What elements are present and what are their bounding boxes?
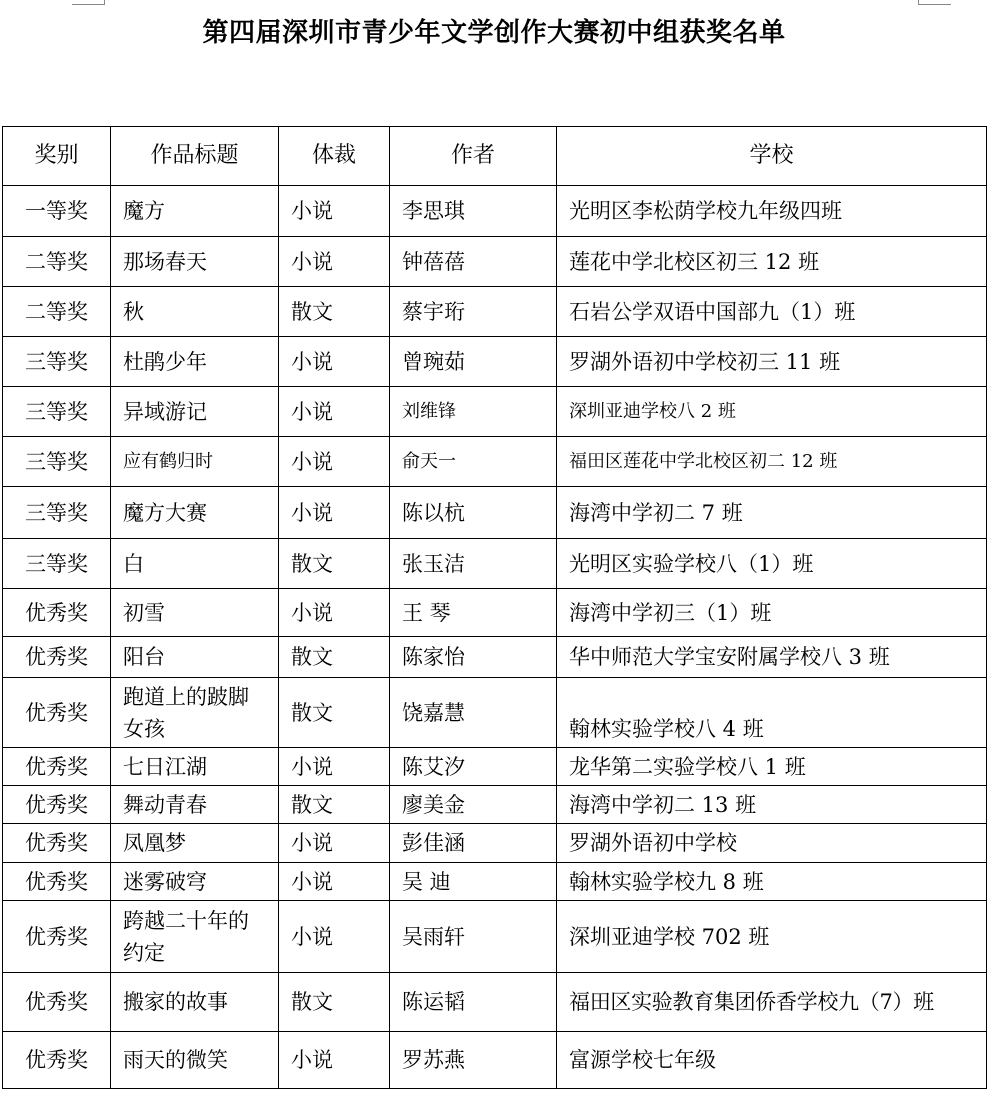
award-cell: 二等奖 — [3, 287, 111, 337]
author-cell: 饶嘉慧 — [390, 678, 557, 748]
table-row — [3, 589, 987, 637]
genre-cell: 散文 — [279, 637, 390, 678]
genre-cell: 散文 — [279, 973, 390, 1032]
work-title-cell: 魔方 — [111, 186, 279, 237]
school-cell: 光明区李松荫学校九年级四班 — [557, 186, 987, 237]
school-cell: 翰林实验学校九 8 班 — [557, 863, 987, 901]
genre-cell: 小说 — [279, 589, 390, 637]
author-cell: 罗苏燕 — [390, 1032, 557, 1089]
header-author: 作者 — [390, 127, 557, 186]
award-cell: 优秀奖 — [3, 678, 111, 748]
table-row — [3, 748, 987, 786]
work-title-cell: 阳台 — [111, 637, 279, 678]
author-cell: 曾琬茹 — [390, 337, 557, 387]
table-row — [3, 539, 987, 589]
table-row — [3, 824, 987, 863]
award-cell: 一等奖 — [3, 186, 111, 237]
genre-cell: 小说 — [279, 387, 390, 437]
work-title-cell: 舞动青春 — [111, 786, 279, 824]
school-cell: 深圳亚迪学校八 2 班 — [557, 387, 987, 437]
award-cell: 三等奖 — [3, 387, 111, 437]
school-cell: 龙华第二实验学校八 1 班 — [557, 748, 987, 786]
page-corner-mark-right — [918, 0, 951, 5]
genre-cell: 散文 — [279, 786, 390, 824]
school-cell: 深圳亚迪学校 702 班 — [557, 901, 987, 973]
school-cell: 福田区实验教育集团侨香学校九（7）班 — [557, 973, 987, 1032]
table-row — [3, 437, 987, 487]
award-cell: 优秀奖 — [3, 863, 111, 901]
author-cell: 吴雨轩 — [390, 901, 557, 973]
table-row — [3, 487, 987, 539]
award-cell: 三等奖 — [3, 487, 111, 539]
genre-cell: 小说 — [279, 824, 390, 863]
table-row — [3, 973, 987, 1032]
header-genre: 体裁 — [279, 127, 390, 186]
table-row — [3, 337, 987, 387]
award-cell: 优秀奖 — [3, 786, 111, 824]
work-title-cell: 异域游记 — [111, 387, 279, 437]
table-row — [3, 237, 987, 287]
school-cell: 翰林实验学校八 4 班 — [557, 678, 987, 748]
genre-cell: 散文 — [279, 539, 390, 589]
table-row — [3, 387, 987, 437]
genre-cell: 散文 — [279, 287, 390, 337]
work-title-cell: 秋 — [111, 287, 279, 337]
work-title-cell: 初雪 — [111, 589, 279, 637]
award-cell: 优秀奖 — [3, 1032, 111, 1089]
award-cell: 优秀奖 — [3, 824, 111, 863]
work-title-cell: 雨天的微笑 — [111, 1032, 279, 1089]
genre-cell: 小说 — [279, 186, 390, 237]
work-title-cell: 应有鹤归时 — [111, 437, 279, 487]
school-cell: 石岩公学双语中国部九（1）班 — [557, 287, 987, 337]
author-cell: 蔡宇珩 — [390, 287, 557, 337]
genre-cell: 小说 — [279, 337, 390, 387]
genre-cell: 小说 — [279, 1032, 390, 1089]
work-title-cell: 那场春天 — [111, 237, 279, 287]
genre-cell: 小说 — [279, 863, 390, 901]
work-title-cell: 七日江湖 — [111, 748, 279, 786]
author-cell: 陈艾汐 — [390, 748, 557, 786]
author-cell: 王 琴 — [390, 589, 557, 637]
work-title-cell: 凤凰梦 — [111, 824, 279, 863]
author-cell: 俞天一 — [390, 437, 557, 487]
work-title-cell: 跨越二十年的约定 — [111, 901, 279, 973]
work-title-cell: 白 — [111, 539, 279, 589]
genre-cell: 散文 — [279, 678, 390, 748]
header-work-title: 作品标题 — [111, 127, 279, 186]
award-cell: 优秀奖 — [3, 973, 111, 1032]
work-title-cell: 杜鹃少年 — [111, 337, 279, 387]
work-title-cell: 跑道上的跛脚女孩 — [111, 678, 279, 748]
school-cell: 福田区莲花中学北校区初二 12 班 — [557, 437, 987, 487]
school-cell: 罗湖外语初中学校 — [557, 824, 987, 863]
school-cell: 罗湖外语初中学校初三 11 班 — [557, 337, 987, 387]
award-cell: 优秀奖 — [3, 589, 111, 637]
school-cell: 莲花中学北校区初三 12 班 — [557, 237, 987, 287]
genre-cell: 小说 — [279, 437, 390, 487]
awards-table — [2, 126, 987, 1089]
school-cell: 华中师范大学宝安附属学校八 3 班 — [557, 637, 987, 678]
author-cell: 刘维锋 — [390, 387, 557, 437]
author-cell: 李思琪 — [390, 186, 557, 237]
document-title: 第四届深圳市青少年文学创作大赛初中组获奖名单 — [202, 18, 786, 48]
school-cell: 光明区实验学校八（1）班 — [557, 539, 987, 589]
school-cell: 海湾中学初二 13 班 — [557, 786, 987, 824]
award-cell: 优秀奖 — [3, 637, 111, 678]
award-cell: 三等奖 — [3, 539, 111, 589]
table-row — [3, 1032, 987, 1089]
genre-cell: 小说 — [279, 748, 390, 786]
award-cell: 优秀奖 — [3, 901, 111, 973]
table-row — [3, 901, 987, 973]
author-cell: 吴 迪 — [390, 863, 557, 901]
table-row — [3, 678, 987, 748]
table-row — [3, 186, 987, 237]
author-cell: 彭佳涵 — [390, 824, 557, 863]
table-row — [3, 637, 987, 678]
school-cell: 富源学校七年级 — [557, 1032, 987, 1089]
award-cell: 优秀奖 — [3, 748, 111, 786]
header-school: 学校 — [557, 127, 987, 186]
page-corner-mark-left — [72, 0, 105, 5]
award-cell: 二等奖 — [3, 237, 111, 287]
genre-cell: 小说 — [279, 487, 390, 539]
work-title-cell: 魔方大赛 — [111, 487, 279, 539]
genre-cell: 小说 — [279, 237, 390, 287]
award-cell: 三等奖 — [3, 337, 111, 387]
work-title-cell: 搬家的故事 — [111, 973, 279, 1032]
author-cell: 陈以杭 — [390, 487, 557, 539]
table-header-row — [3, 127, 987, 186]
award-cell: 三等奖 — [3, 437, 111, 487]
work-title-cell: 迷雾破穹 — [111, 863, 279, 901]
genre-cell: 小说 — [279, 901, 390, 973]
author-cell: 陈家怡 — [390, 637, 557, 678]
school-cell: 海湾中学初二 7 班 — [557, 487, 987, 539]
author-cell: 陈运韬 — [390, 973, 557, 1032]
header-award: 奖别 — [3, 127, 111, 186]
school-cell: 海湾中学初三（1）班 — [557, 589, 987, 637]
author-cell: 张玉洁 — [390, 539, 557, 589]
table-row — [3, 287, 987, 337]
table-row — [3, 786, 987, 824]
author-cell: 钟蓓蓓 — [390, 237, 557, 287]
table-row — [3, 863, 987, 901]
author-cell: 廖美金 — [390, 786, 557, 824]
